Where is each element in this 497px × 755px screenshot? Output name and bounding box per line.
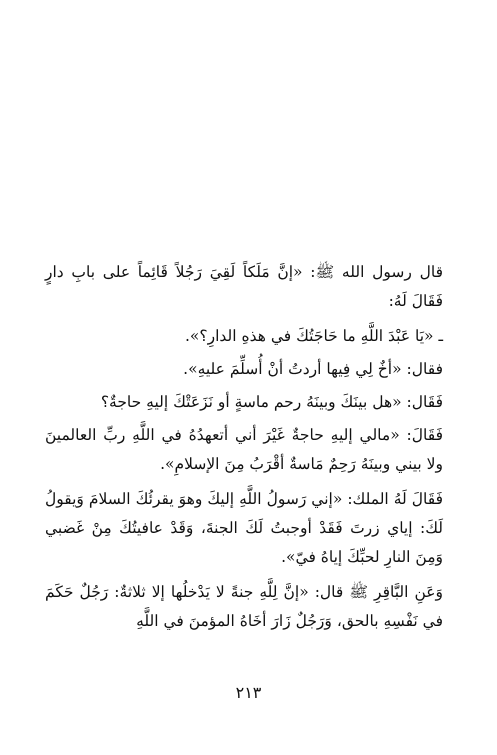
paragraph-1: قال رسول الله ﷺ: «إنَّ مَلَكاً لَقِيَ رَجُلاً قَائِماً على بابِ دارٍ فَقَالَ لَهُ: (45, 263, 443, 310)
paragraph-2: ـ «يَا عَبْدَ اللَّهِ ما حَاجَتُكَ في هذهِ الدارِ؟». (184, 327, 443, 345)
page-number: ٢١٣ (235, 683, 262, 702)
paragraph-4: فَقَال: «هل بينَكَ وبينَهُ رحم ماسةٍ أو نَزَعَتْكَ إليهِ حاجةٌ؟ (100, 393, 443, 411)
paragraph-5: فَقَالَ: «مالي إليهِ حاجةٌ غَيْرَ أني أتعهدُهُ في اللَّهِ ربِّ العالمينَ ولا بيني وبينَهُ رَحِمٌ مَاسةٌ أقْرَبُ مِنَ الإسلامِ». (45, 426, 443, 473)
paragraph-3: فقال: «أخٌ لِي فِيها أردتُ أنْ أُسلِّمَ عليهِ». (183, 360, 443, 378)
page-body-text (45, 258, 443, 642)
paragraph-7: وَعَنِ البَّاقِرِ ﷺ قال: «إنَّ لِلَّهِ جنةً لا يَدْخلُها إلا ثلاثةٌ: رَجُلٌ حَكَمَ في نَفْسِهِ بالحق، وَرَجُلٌ زَارَ أخَاهُ المؤمنَ في اللَّهِ (45, 583, 443, 630)
paragraph-6: فَقَالَ لَهُ الملك: «إني رَسولُ اللَّهِ إليكَ وهوَ يقرئُكَ السلامَ وَيقولُ لَكَ: إياي زرتَ فَقَدْ أوجبتُ لَكَ الجنةَ، وَقَدْ عافيتُكَ مِنْ غَضبي وَمِنَ النارِ لحبِّكَ إياهُ فيّ». (45, 490, 443, 566)
